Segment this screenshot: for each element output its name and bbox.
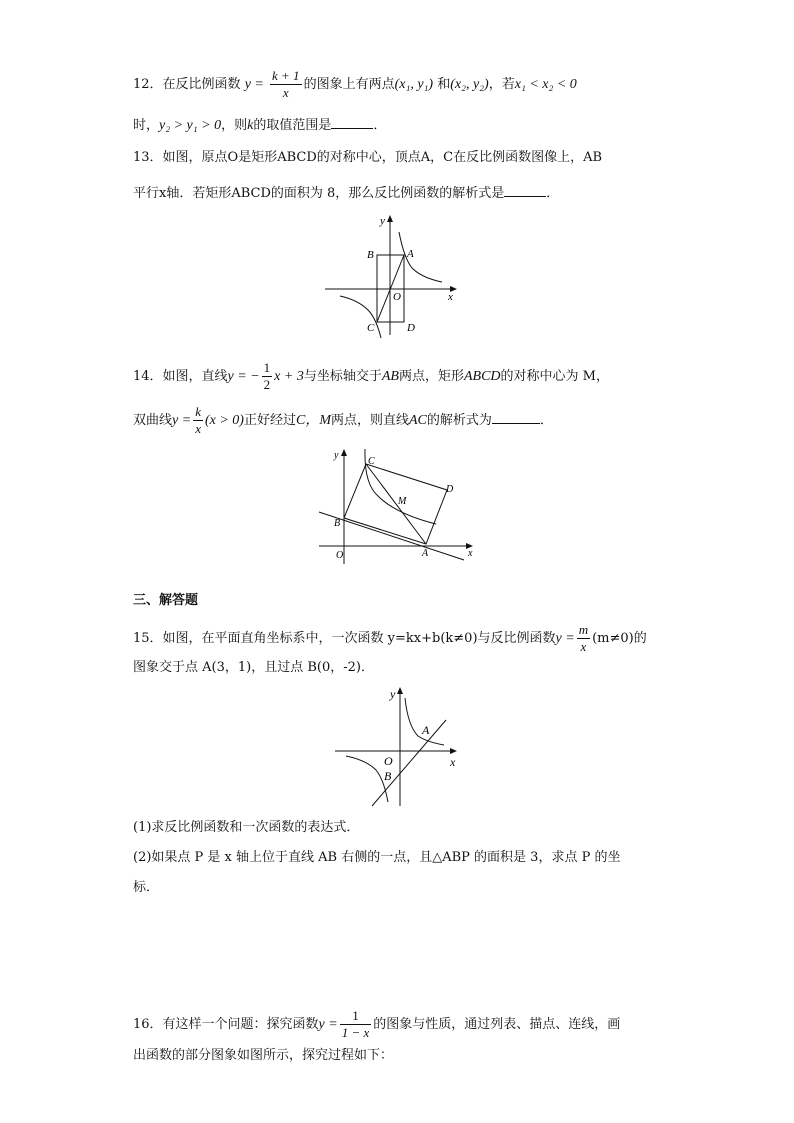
q15-label-A: A [422, 723, 430, 737]
q16-text-b: 的图象与性质，通过列表、描点、连线，画 [373, 1017, 621, 1032]
q14-text-f: 两点，则直线 [330, 413, 409, 428]
q13-line1: 13．如图，原点O是矩形ABCD的对称中心，顶点A，C在反比例函数图像上，AB [133, 150, 603, 165]
q15-label-y: y [390, 687, 396, 701]
q13-label-C: C [367, 322, 375, 334]
q15-x-arrow-icon [450, 748, 457, 754]
q14-frac2-den: x [195, 421, 201, 436]
q12-point1: (x₁, y₁) [394, 77, 434, 92]
q15-fn: y = [555, 631, 575, 646]
q14-label-C: C [368, 456, 375, 467]
q12-text-d: 时， [133, 118, 160, 133]
q14-fn-rest: x + 3 [274, 369, 304, 384]
q14-text-a: 与坐标轴交于 [303, 369, 382, 384]
q14-y-arrow-icon [341, 449, 347, 456]
q13-label-O: O [393, 291, 401, 303]
q13-figure [320, 210, 460, 340]
q12-end: ． [373, 118, 387, 133]
q13-label-y: y [380, 215, 385, 227]
q14-line1 [133, 360, 609, 393]
q14-cm: C，M [295, 413, 331, 428]
q15-sub1: (1)求反比例函数和一次函数的表达式． [133, 820, 360, 835]
q12-line2 [133, 114, 386, 136]
q12-k: k [247, 118, 254, 133]
q13-y-arrow-icon [387, 215, 393, 222]
q14-figure [316, 444, 478, 566]
section-title: 三、解答题 [133, 593, 199, 608]
q13-end: ． [546, 186, 560, 201]
q14-fraction [262, 360, 273, 393]
q14-hyperbola [365, 449, 436, 524]
q14-answer-blank[interactable] [492, 409, 540, 424]
q14-label-D: D [446, 484, 454, 495]
q14-label-O: O [336, 550, 344, 561]
q14-abcd: ABCD [463, 369, 501, 384]
q15-text-b: (m≠0)的 [592, 631, 647, 646]
q12-text-e: ，则 [221, 118, 248, 133]
q12-cond1: x₁ < x₂ < 0 [514, 77, 577, 92]
q13-label-D: D [407, 322, 415, 334]
q12-frac-num: k + 1 [272, 68, 300, 83]
q14-label-x: x [468, 548, 473, 559]
q14-cond: (x > 0) [204, 413, 244, 428]
q16-line2: 出函数的部分图象如图所示，探究过程如下： [133, 1048, 394, 1063]
q15-label-O: O [384, 754, 393, 768]
q12-text-b: 的图象上有两点 [303, 77, 395, 92]
q12-fn: y = [244, 77, 264, 92]
q14-ab: AB [381, 369, 399, 384]
q12-and: 和 [433, 77, 451, 92]
q14-label-B: B [334, 518, 341, 529]
q13-answer-blank[interactable] [504, 182, 546, 197]
q15-text-a: 15．如图，在平面直角坐标系中，一次函数 y=kx+b(k≠0)与反比例函数 [133, 631, 556, 646]
q14-fn2: y = [172, 413, 192, 428]
q13-label-B: B [367, 249, 374, 261]
q13-label-x: x [448, 291, 453, 303]
q14-line2 [133, 404, 553, 437]
q13-text: 平行x轴．若矩形ABCD的面积为 8，那么反比例函数的解析式是 [133, 186, 505, 201]
q15-frac-num: m [578, 622, 589, 637]
q12-cond2: y₂ > y₁ > 0 [159, 118, 222, 133]
q15-line2: 图象交于点 A(3，1)，且过点 B(0，-2)． [133, 660, 374, 675]
q16-fraction [340, 1008, 372, 1041]
q14-frac-num: 1 [263, 360, 271, 375]
q16-frac-num: 1 [352, 1008, 359, 1023]
q16-text-a: 16．有这样一个问题：探究函数 [133, 1017, 319, 1032]
q14-label-M: M [398, 496, 407, 507]
q15-label-x: x [450, 755, 456, 769]
q14-end: ． [539, 413, 553, 428]
q14-frac-den: 2 [263, 377, 271, 392]
q15-line1 [133, 622, 647, 655]
q14-fn: y = − [227, 369, 260, 384]
q12-text-c: ，若 [488, 77, 515, 92]
q12-text-a: 在反比例函数 [162, 77, 241, 92]
q15-figure [332, 684, 462, 810]
q12-text-f: 的取值范围是 [253, 118, 332, 133]
q14-diagonal [366, 464, 426, 544]
q15-sub2-line1: (2)如果点 P 是 x 轴上位于直线 AB 右侧的一点，且△ABP 的面积是 3，求点 P 的坐 [133, 850, 621, 865]
q13-line2 [133, 182, 559, 204]
q12-fraction [270, 68, 302, 101]
q13-hyperbola-upper [399, 232, 442, 282]
q14-text-c: 的对称中心为 M， [500, 369, 609, 384]
q15-y-arrow-icon [397, 687, 403, 694]
q14-text-d: 双曲线 [133, 413, 173, 428]
q14-frac2-num: k [195, 404, 201, 419]
q16-line1 [133, 1008, 620, 1041]
q14-ac: AC [409, 413, 427, 428]
q14-label-y: y [334, 450, 339, 461]
q14-text-b: 两点，矩形 [398, 369, 464, 384]
q14-text-e: 正好经过 [243, 413, 296, 428]
q13-label-A: A [407, 248, 414, 260]
q12-number: 12． [133, 77, 163, 92]
q15-fraction [577, 622, 590, 655]
q15-label-B: B [384, 769, 392, 783]
q16-frac-den: 1 − x [341, 1025, 370, 1040]
q13-hyperbola-lower [340, 296, 381, 338]
q12-frac-den: x [270, 84, 302, 101]
q15-sub2-line2: 标． [133, 880, 160, 895]
q14-text-g: 的解析式为 [426, 413, 492, 428]
q12-answer-blank[interactable] [331, 114, 373, 129]
q15-frac-den: x [577, 638, 590, 655]
q12-point2: (x₂, y₂) [450, 77, 489, 92]
q14-label-A: A [422, 548, 429, 559]
q16-fn: y = [318, 1017, 338, 1032]
q14-text-num: 14．如图，直线 [133, 369, 228, 384]
q14-fraction2 [193, 404, 203, 437]
q15-hyperbola-upper [405, 698, 444, 745]
q12-line1 [133, 68, 577, 101]
